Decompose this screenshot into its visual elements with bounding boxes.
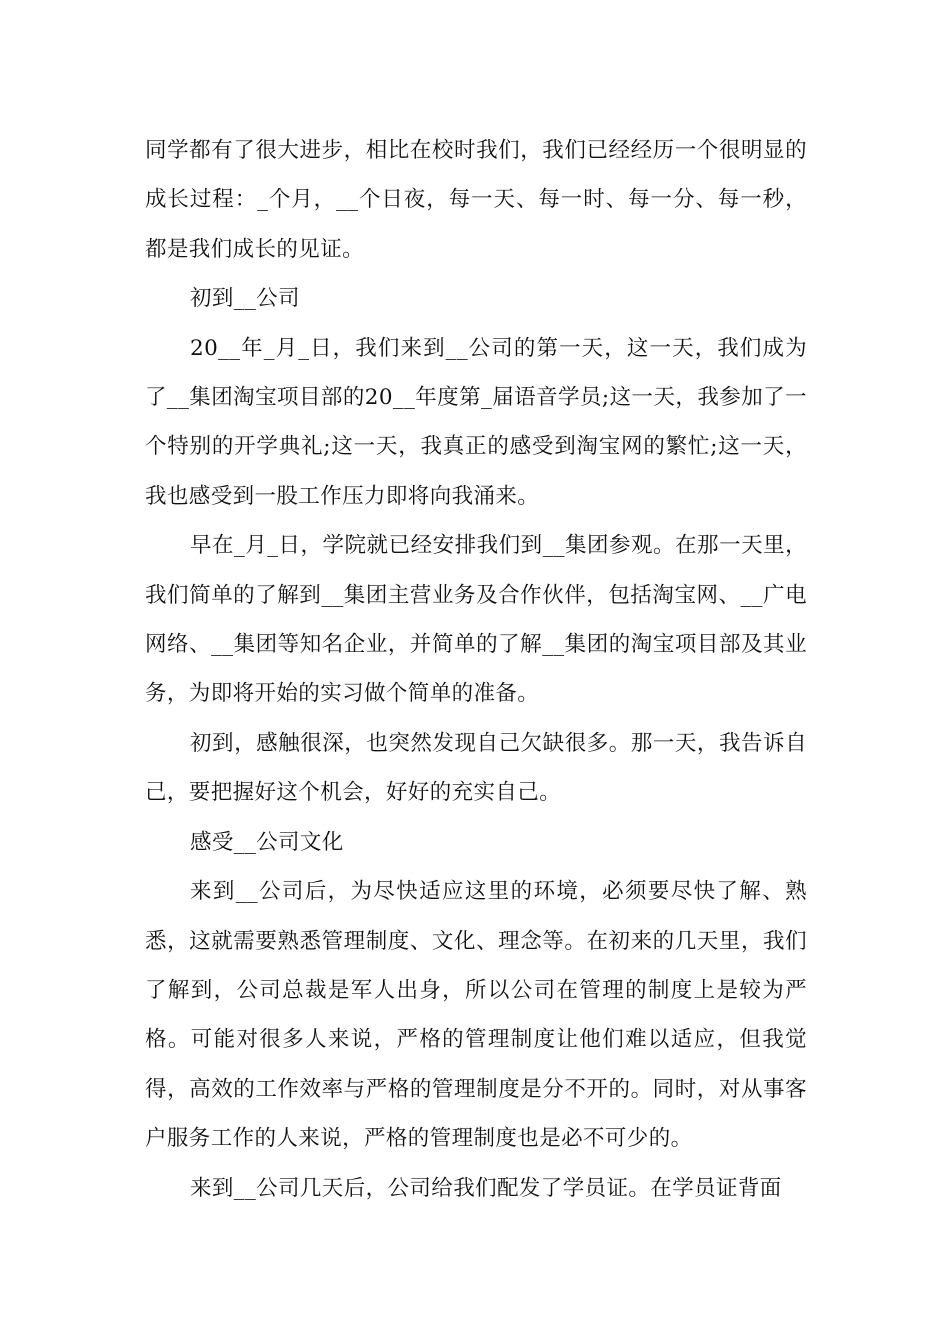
paragraph-visit: 早在_月_日，学院就已经安排我们到__集团参观。在那一天里，我们简单的了解到__集团主营业务及合作伙伴，包括淘宝网、__广电网络、__集团等知名企业，并简单的了解__集团的淘宝项目部及其业务，为即将开始的实习做个简单的准备。 bbox=[145, 533, 807, 707]
paragraph-growth: 同学都有了很大进步，相比在校时我们，我们已经经历一个很明显的成长过程：_个月，__个日夜，每一天、每一时、每一分、每一秒，都是我们成长的见证。 bbox=[145, 138, 807, 262]
document-page bbox=[145, 126, 807, 1213]
paragraph-management: 来到__公司后，为尽快适应这里的环境，必须要尽快了解、熟悉，这就需要熟悉管理制度、文化、理念等。在初来的几天里，我们了解到，公司总裁是军人出身，所以公司在管理的制度上是较为严格。可能对很多人来说，严格的管理制度让他们难以适应，但我觉得，高效的工作效率与严格的管理制度是分不开的。同时，对从事客户服务工作的人来说，严格的管理制度也是必不可少的。 bbox=[145, 879, 807, 1152]
section-heading-arrival: 初到__公司 bbox=[190, 286, 300, 312]
paragraph-first-day: 20__年_月_日，我们来到__公司的第一天，这一天，我们成为了__集团淘宝项目部的20__年度第_届语音学员;这一天，我参加了一个特别的开学典礼;这一天，我真正的感受到淘宝网的繁忙;这一天，我也感受到一股工作压力即将向我涌来。 bbox=[145, 335, 807, 509]
paragraph-student-card: 来到__公司几天后，公司给我们配发了学员证。在学员证背面 bbox=[190, 1175, 782, 1201]
section-heading-culture: 感受__公司文化 bbox=[190, 829, 344, 855]
paragraph-impression: 初到，感触很深，也突然发现自己欠缺很多。那一天，我告诉自己，要把握好这个机会，好好的充实自己。 bbox=[145, 730, 807, 806]
